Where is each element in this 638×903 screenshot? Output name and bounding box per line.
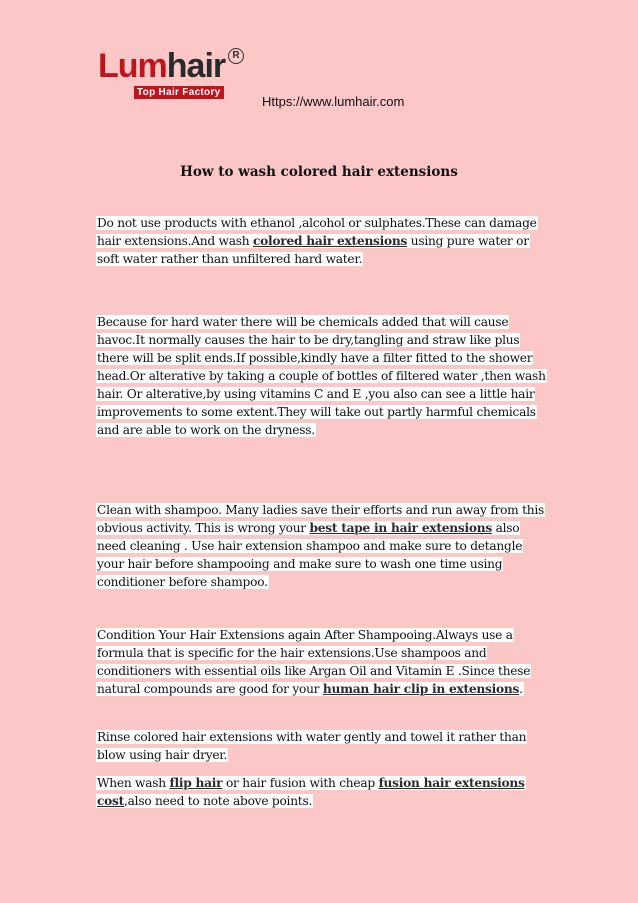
lumhair-logo <box>98 44 248 106</box>
link-human-hair-clip-in-extensions[interactable]: human hair clip in extensions <box>322 682 520 696</box>
logo-wordmark <box>98 46 225 86</box>
paragraph-text: also need cleaning . Use hair extension shampoo and make sure to detangle your hair before shampooing and make sure to wash one time using conditioner before shampoo. <box>97 521 523 589</box>
logo-text-dark: hair <box>166 47 226 85</box>
paragraph-text: using pure water or soft water rather than unfiltered hard water. <box>97 234 529 266</box>
paragraph-text: Do not use products with ethanol ,alcohol or sulphates.These can damage hair extensions.And wash <box>97 216 537 248</box>
paragraph-6 <box>96 774 546 810</box>
paragraph-5 <box>96 728 546 764</box>
paragraph-text: Rinse colored hair extensions with water gently and towel it rather than blow using hair dryer. <box>97 730 527 762</box>
logo-text-red: Lum <box>98 47 167 85</box>
logo-tagline: Top Hair Factory <box>134 86 224 99</box>
link-best-tape-in-hair-extensions[interactable]: best tape in hair extensions <box>309 521 492 535</box>
paragraph-text: ,also need to note above points. <box>124 794 313 808</box>
paragraph-2 <box>96 313 546 439</box>
paragraph-text: When wash <box>97 776 170 790</box>
paragraph-text: Clean with shampoo. Many ladies save their efforts and run away from this obvious activity. This is wrong your <box>97 503 545 535</box>
paragraph-3 <box>96 501 546 591</box>
paragraph-1 <box>96 214 546 268</box>
paragraph-text: . <box>519 682 523 696</box>
registered-mark-icon: R <box>228 48 244 64</box>
link-colored-hair-extensions[interactable]: colored hair extensions <box>252 234 408 248</box>
page-title: How to wash colored hair extensions <box>180 164 458 180</box>
link-fusion-hair-extensions-cost[interactable]: fusion hair extensions cost <box>97 776 525 808</box>
link-flip-hair[interactable]: flip hair <box>169 776 223 790</box>
site-url: Https://www.lumhair.com <box>262 94 405 109</box>
paragraph-4 <box>96 626 546 698</box>
paragraph-text: or hair fusion with cheap <box>222 776 379 790</box>
paragraph-text: Condition Your Hair Extensions again After Shampooing.Always use a formula that is specific for the hair extensions.Use shampoos and conditioners with essential oils like Argan Oil and Vitamin E .Since these natural compounds are good for your <box>97 628 531 696</box>
paragraph-text: Because for hard water there will be chemicals added that will cause havoc.It normally causes the hair to be dry,tangling and straw like plus there will be split ends.If possible,kindly have a filter fitted to the shower head.Or alterative by taking a couple of bottles of filtered water ,then wash hair. Or alterative,by using vitamins C and E ,you also can see a little hair improvements to some extent.They will take out partly harmful chemicals and are able to work on the dryness. <box>97 315 546 437</box>
